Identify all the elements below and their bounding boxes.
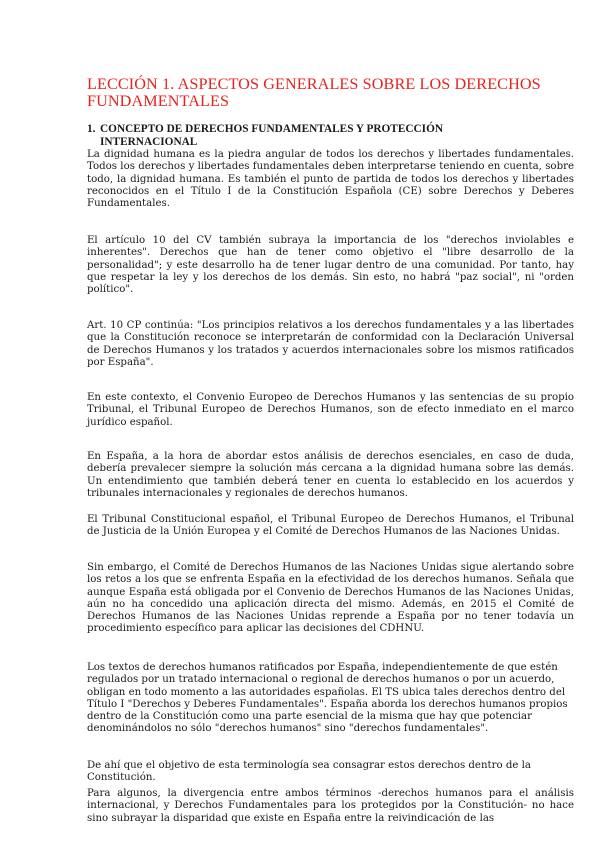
paragraph-spain-analysis: En España, a la hora de abordar estos análisis de derechos esenciales, en caso de duda, debería prevalecer siempre la solución más cercana a la dignidad humana sobre las demás. Un entendimiento que también deberá tener en cuenta lo establecido en los acuerdos y tribunales internacionales y regionales de derechos humanos. (87, 451, 574, 499)
paragraph-dignity: La dignidad humana es la piedra angular de todos los derechos y libertades fundamentales. Todos los derechos y libertades fundamentales deben interpretarse teniendo en cuenta, sobre todo, la dignidad humana. Es también el punto de partida de todos los derechos y libertades reconocidos en el Título I de la Constitución Española (CE) sobre Derechos y Deberes Fundamentales. (87, 149, 574, 210)
lesson-title: LECCIÓN 1. ASPECTOS GENERALES SOBRE LOS DERECHOS FUNDAMENTALES (87, 75, 541, 110)
paragraph-divergence: Para algunos, la divergencia entre ambos términos -derechos humanos para el análisis internacional, y Derechos Fundamentales para los protegidos por la Constitución- no hace sino subrayar la disparidad que existe en España entre la reivindicación de las (87, 788, 574, 824)
section-heading-line-1: CONCEPTO DE DERECHOS FUNDAMENTALES Y PROTECCIÓN (100, 123, 444, 135)
paragraph-terminology: De ahí que el objetivo de esta terminología sea consagrar estos derechos dentro de la Constitución. (87, 760, 531, 784)
paragraph-un-committee: Sin embargo, el Comité de Derechos Humanos de las Naciones Unidas sigue alertando sobre los retos a los que se enfrenta España en la efectividad de los derechos humanos. Señala que aunque España está obligada por el Convenio de Derechos Humanos de las Naciones Unidas, aún no ha concedido una aplicación directa del mismo. Además, en 2015 el Comité de Derechos Humanos de las Naciones Unidas reprende a España por no tener todavía un procedimiento específico para aplicar las decisiones del CDHNU. (87, 562, 574, 635)
section-heading (87, 123, 507, 148)
paragraph-tribunals: El Tribunal Constitucional español, el Tribunal Europeo de Derechos Humanos, el Tribunal de Justicia de la Unión Europea y el Comité de Derechos Humanos de las Naciones Unidas. (87, 514, 574, 538)
paragraph-ratified-texts: Los textos de derechos humanos ratificados por España, independientemente de que estén regulados por un tratado internacional o regional de derechos humanos o por un acuerdo, obligan en todo momento a las autoridades españolas. El TS ubica tales derechos dentro del Título I "Derechos y Deberes Fundamentales". España aborda los derechos humanos propios dentro de la Constitución como una parte esencial de la misma que hay que potenciar denominándolos no sólo "derechos humanos" sino "derechos fundamentales". (87, 662, 568, 735)
section-heading-line-2: INTERNACIONAL (100, 135, 198, 148)
paragraph-article-10: El artículo 10 del CV también subraya la importancia de los "derechos inviolables e inherentes". Derechos que han de tener como objetivo el "libre desarrollo de la personalidad"; y este desarrollo ha de tener lugar dentro de una comunidad. Por tanto, hay que respetar la ley y los derechos de los demás. Sin esto, no habrá "paz social", ni "orden político". (87, 235, 574, 296)
section-number: 1. (87, 123, 96, 135)
paragraph-art-10-cp: Art. 10 CP continúa: "Los principios relativos a los derechos fundamentales y a las libertades que la Constitución reconoce se interpretarán de conformidad con la Declaración Universal de Derechos Humanos y los tratados y acuerdos internacionales sobre los mismos ratificados por España". (87, 320, 574, 368)
paragraph-european-convention: En este contexto, el Convenio Europeo de Derechos Humanos y las sentencias de su propio Tribunal, el Tribunal Europeo de Derechos Humanos, son de efecto inmediato en el marco jurídico español. (87, 392, 574, 428)
